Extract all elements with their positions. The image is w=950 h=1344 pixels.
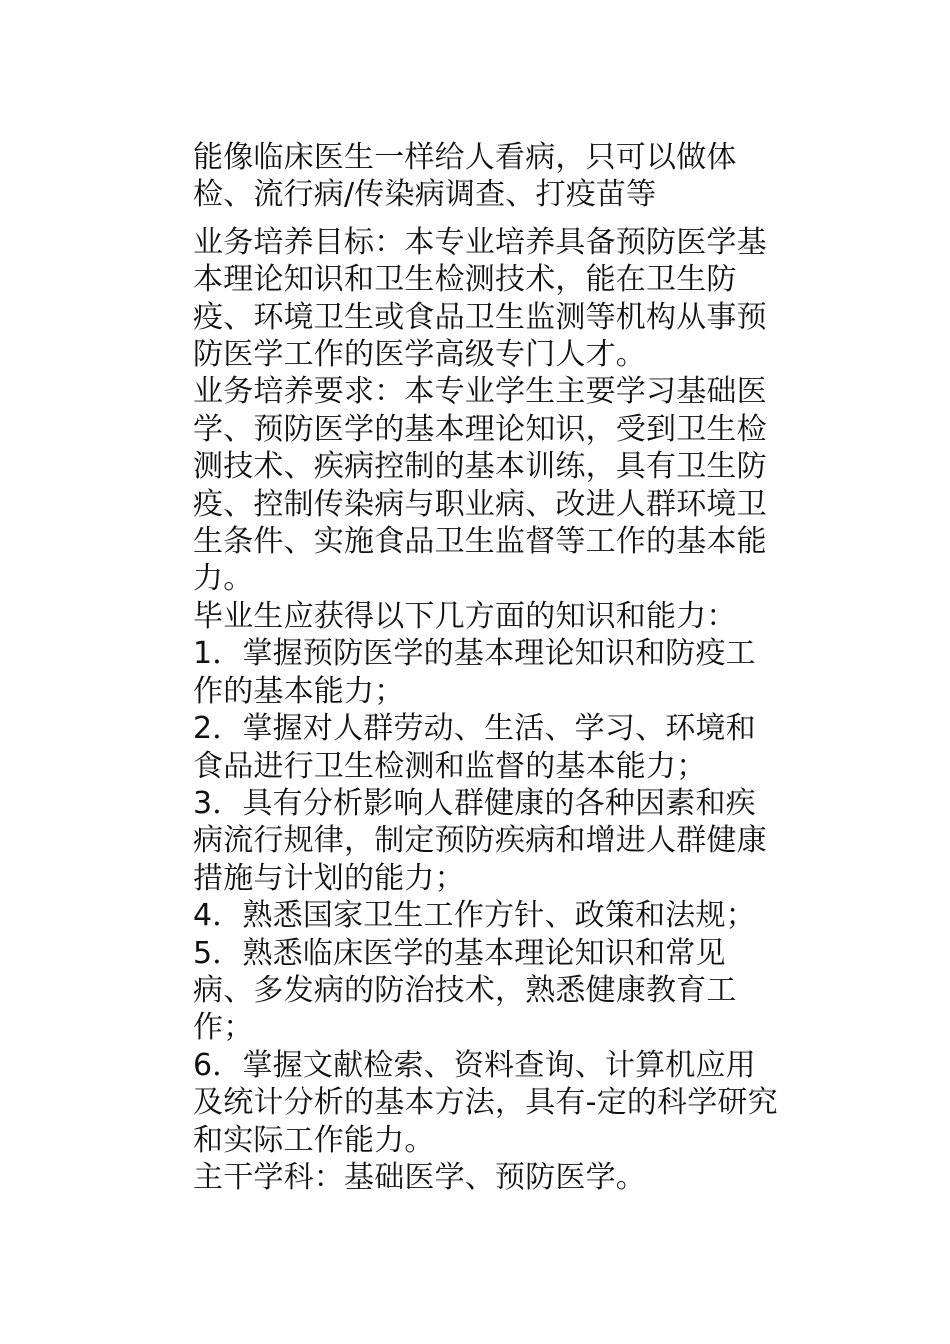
graduate-abilities-heading: 毕业生应获得以下几方面的知识和能力： (193, 598, 737, 634)
training-requirement-paragraph: 业务培养要求：本专业学生主要学习基础医 学、预防医学的基本理论知识，受到卫生检 测技术、疾病控制的基本训练，具有卫生防 疫、控制传染病与职业病、改进人群环境卫 生条件、实施食品卫生监督等工作的基本能 力。 (193, 374, 767, 597)
training-goal-paragraph: 业务培养目标：本专业培养具备预防医学基 本理论知识和卫生检测技术，能在卫生防 疫、环境卫生或食品卫生监测等机构从事预 防医学工作的医学高级专门人才。 (193, 224, 767, 373)
ability-item-6: 6．掌握文献检索、资料查询、计算机应用 及统计分析的基本方法，具有-定的科学研究 和实际工作能力。 (193, 1047, 778, 1158)
ability-item-4: 4．熟悉国家卫生工作方针、政策和法规； (193, 898, 756, 934)
ability-item-3: 3．具有分析影响人群健康的各种因素和疾 病流行规律，制定预防疾病和增进人群健康 措施与计划的能力； (193, 785, 767, 896)
document-body (193, 139, 813, 1196)
ability-item-1: 1．掌握预防医学的基本理论知识和防疫工 作的基本能力； (193, 636, 756, 709)
intro-paragraph: 能像临床医生一样给人看病，只可以做体 检、流行病/传染病调查、打疫苗等 (193, 140, 737, 213)
ability-item-5: 5．熟悉临床医学的基本理论知识和常见 病、多发病的防治技术，熟悉健康教育工 作； (193, 935, 737, 1046)
main-disciplines-paragraph: 主干学科：基础医学、预防医学。 (193, 1159, 646, 1195)
ability-item-2: 2．掌握对人群劳动、生活、学习、环境和 食品进行卫生检测和监督的基本能力； (193, 711, 756, 784)
